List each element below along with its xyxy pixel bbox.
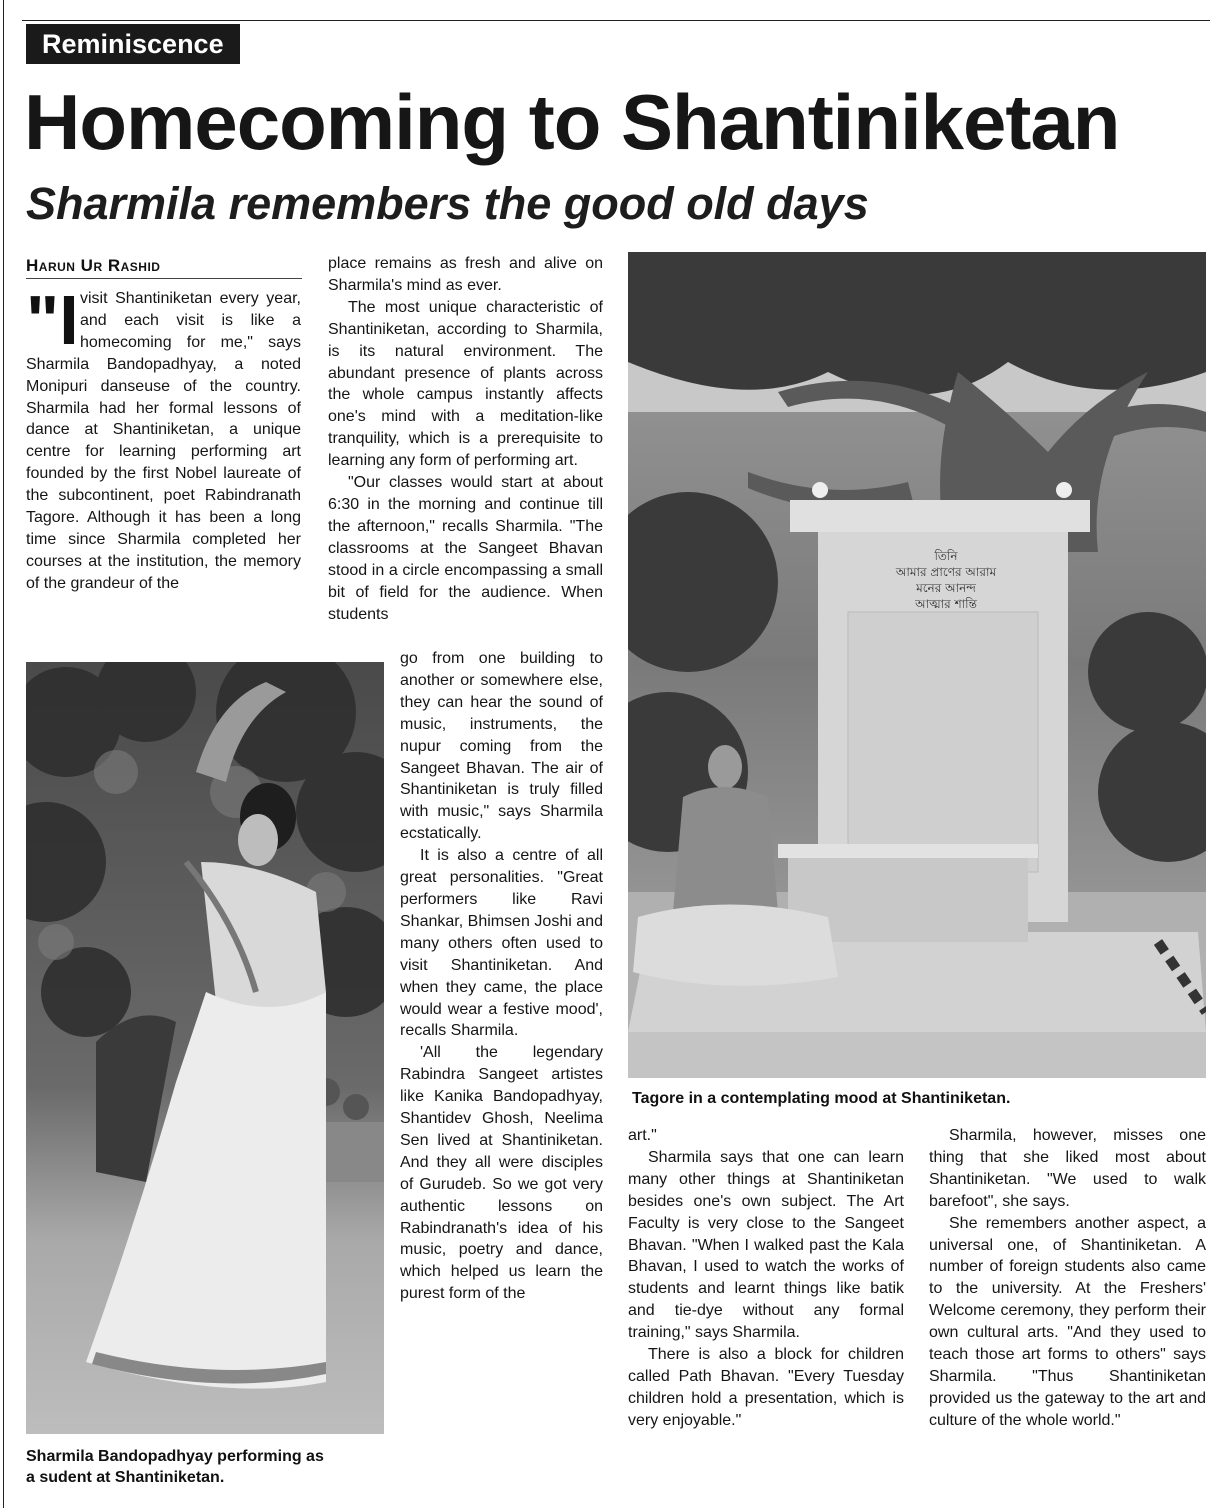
paragraph: visit Shantiniketan every year, and each visit is like a homecoming for me," says Sharmila Bandopadhyay, a noted Monipuri danseuse of the country. Sharmila had her formal lessons of dance at Shantiniketan, a unique centre for learning performing art founded by the first Nobel laureate of the subcontinent, poet Rabindranath Tagore. Although it has been a long time since Sharmila completed her courses at the institution, the memory of the grandeur of the: [26, 290, 301, 592]
tablet-line-3: মনের আনন্দ: [916, 581, 976, 595]
paragraph: Sharmila says that one can learn many other things at Shantiniketan besides one's own subject. The Art Faculty is very close to the Sangeet Bhavan. "When I walked past the Kala Bhavan, I used to watch the works of students and learnt things like batik and tie-dye without any formal training," says Sharmila.: [628, 1148, 904, 1342]
paragraph: "Our classes would start at about 6:30 in the morning and continue till the afternoon," recalls Sharmila. "The classrooms at the Sangeet Bhavan stood in a circle encompassing a small bit of field for the audience. When students: [328, 474, 603, 623]
headline: Homecoming to Shantiniketan: [24, 78, 1120, 166]
top-rule: [22, 20, 1210, 21]
tablet-line-4: আত্মার শান্তি: [915, 597, 977, 611]
paragraph: go from one building to another or somewhere else, they can hear the sound of music, instruments, the nupur coming from the Sangeet Bhavan. The air of Shantiniketan is truly filled with music," says Sharmila ecstatically.: [400, 650, 603, 843]
dancer-photo: [26, 662, 384, 1434]
paragraph: The most unique characteristic of Shantiniketan, according to Sharmila, is its natural environment. The abundant presence of plants across the whole campus instantly affects one's mind with a meditation-like tranquility, which is a prerequisite to learning any form of performing art.: [328, 298, 603, 470]
byline: Harun Ur Rashid: [26, 256, 302, 279]
section-label: Reminiscence: [26, 24, 240, 64]
paragraph: It is also a centre of all great personalities. "Great performers like Ravi Shankar, Bhimsen Joshi and many others often used to visit Shantiniketan. And when they came, the place would wear a festive mood', recalls Sharmila.: [400, 847, 603, 1040]
paragraph: There is also a block for children called Path Bhavan. "Every Tuesday children hold a presentation, which is very enjoyable.": [628, 1346, 904, 1429]
column-1: [26, 281, 301, 595]
paragraph: She remembers another aspect, a universal one, of Shantiniketan. A number of foreign students also came to the university. At the Freshers' Welcome ceremony, they perform their own cultural arts. "And they used to teach those art forms to others" says Sharmila. "Thus Shantiniketan provided us the gateway to the art and culture of the whole world.": [929, 1214, 1206, 1429]
column-4: [929, 1125, 1206, 1497]
tablet-line-2: আমার প্রাণের আরাম: [895, 565, 997, 579]
column-2-bottom: [400, 648, 603, 1488]
dancer-photo-caption: Sharmila Bandopadhyay performing as a sudent at Shantiniketan.: [26, 1448, 324, 1486]
tagore-photo: [628, 252, 1206, 1078]
column-3: [628, 1125, 904, 1497]
tagore-photo-caption: Tagore in a contemplating mood at Shantiniketan.: [632, 1090, 1011, 1107]
tablet-line-1: তিনি: [934, 549, 958, 563]
column-2-top: [328, 253, 603, 625]
drop-quote: "I: [26, 281, 79, 359]
paragraph: Sharmila, however, misses one thing that she liked most about Shantiniketan. "We used to walk barefoot", she says.: [929, 1127, 1206, 1210]
subheadline: Sharmila remembers the good old days: [26, 178, 869, 229]
paragraph: art.": [628, 1127, 657, 1144]
paragraph: place remains as fresh and alive on Sharmila's mind as ever.: [328, 255, 603, 294]
paragraph: 'All the legendary Rabindra Sangeet artistes like Kanika Bandopadhyay, Shantidev Ghosh, Neelima Sen lived at Shantiniketan. And they all were disciples of Gurudeb. So we got very authentic lessons on Rabindranath's idea of his music, poetry and dance, which helped us learn the purest form of the: [400, 1044, 603, 1303]
left-rule: [3, 0, 4, 1508]
